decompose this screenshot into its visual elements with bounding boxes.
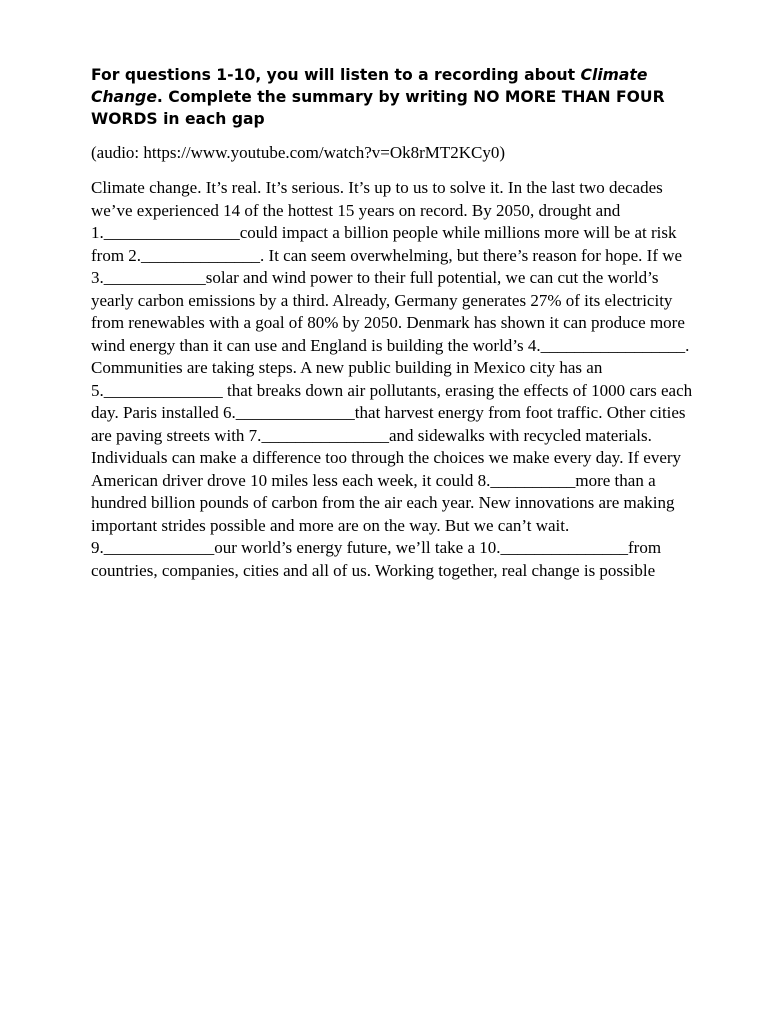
summary-segment-4: . Communities are taking steps. A new public building in Mexico city has an 5.: [91, 335, 690, 400]
worksheet-page: [91, 64, 697, 582]
summary-segment-7: and sidewalks with recycled materials. Individuals can make a difference too through the choices we make every day. If every American driver drove 10 miles less each week, it could 8.: [91, 425, 682, 490]
summary-segment-6: that harvest energy from foot traffic. Other cities are paving streets with 7.: [91, 403, 686, 445]
gap-8: __________: [490, 470, 576, 490]
heading-topic-italic: Climate Change: [91, 66, 648, 106]
summary-segment-1: could impact a billion people while millions more will be at risk from 2.: [91, 223, 677, 265]
gap-2: ______________: [141, 245, 261, 265]
summary-segment-9: our world’s energy future, we’ll take a 10.: [214, 538, 501, 557]
gap-10: _______________: [500, 538, 628, 557]
summary-segment-5: that breaks down air pollutants, erasing the effects of 1000 cars each day. Paris installed 6.: [91, 380, 693, 422]
gap-4: _________________: [540, 335, 686, 355]
summary-segment-3: solar and wind power to their full potential, we can cut the world’s yearly carbon emissions by a third. Already, Germany generates 27% of its electricity from renewables with a goal of 80% by 2050. Denmark has shown it can produce more wind energy than it can use and England is building the world’s 4.: [91, 268, 685, 355]
summary-segment-8: more than a hundred billion pounds of carbon from the air each year. New innovations are making important strides possible and more are on the way. But we can’t wait. 9.: [91, 470, 675, 557]
summary-segment-2: . It can seem overwhelming, but there’s reason for hope. If we 3.: [91, 245, 683, 287]
summary-segment-0: Climate change. It’s real. It’s serious. It’s up to us to solve it. In the last two decades we’ve experienced 14 of the hottest 15 years on record. By 2050, drought and 1.: [91, 178, 663, 242]
gap-9: _____________: [103, 538, 215, 557]
audio-link[interactable]: (audio: https://www.youtube.com/watch?v=Ok8rMT2KCy0): [91, 143, 506, 162]
gap-7: _______________: [261, 425, 389, 445]
gap-5: ______________: [103, 380, 223, 400]
gap-1: ________________: [103, 223, 240, 242]
gap-3: ____________: [103, 268, 206, 287]
heading-text-end: . Complete the summary by writing NO MORE THAN FOUR WORDS in each gap: [91, 88, 665, 128]
summary-segment-10: from countries, companies, cities and all of us. Working together, real change is possible: [91, 538, 662, 580]
gap-6: ______________: [235, 403, 355, 422]
summary-paragraph: [91, 177, 697, 582]
instructions-heading: [91, 64, 697, 130]
heading-text-start: For questions 1-10, you will listen to a recording about: [91, 66, 581, 84]
